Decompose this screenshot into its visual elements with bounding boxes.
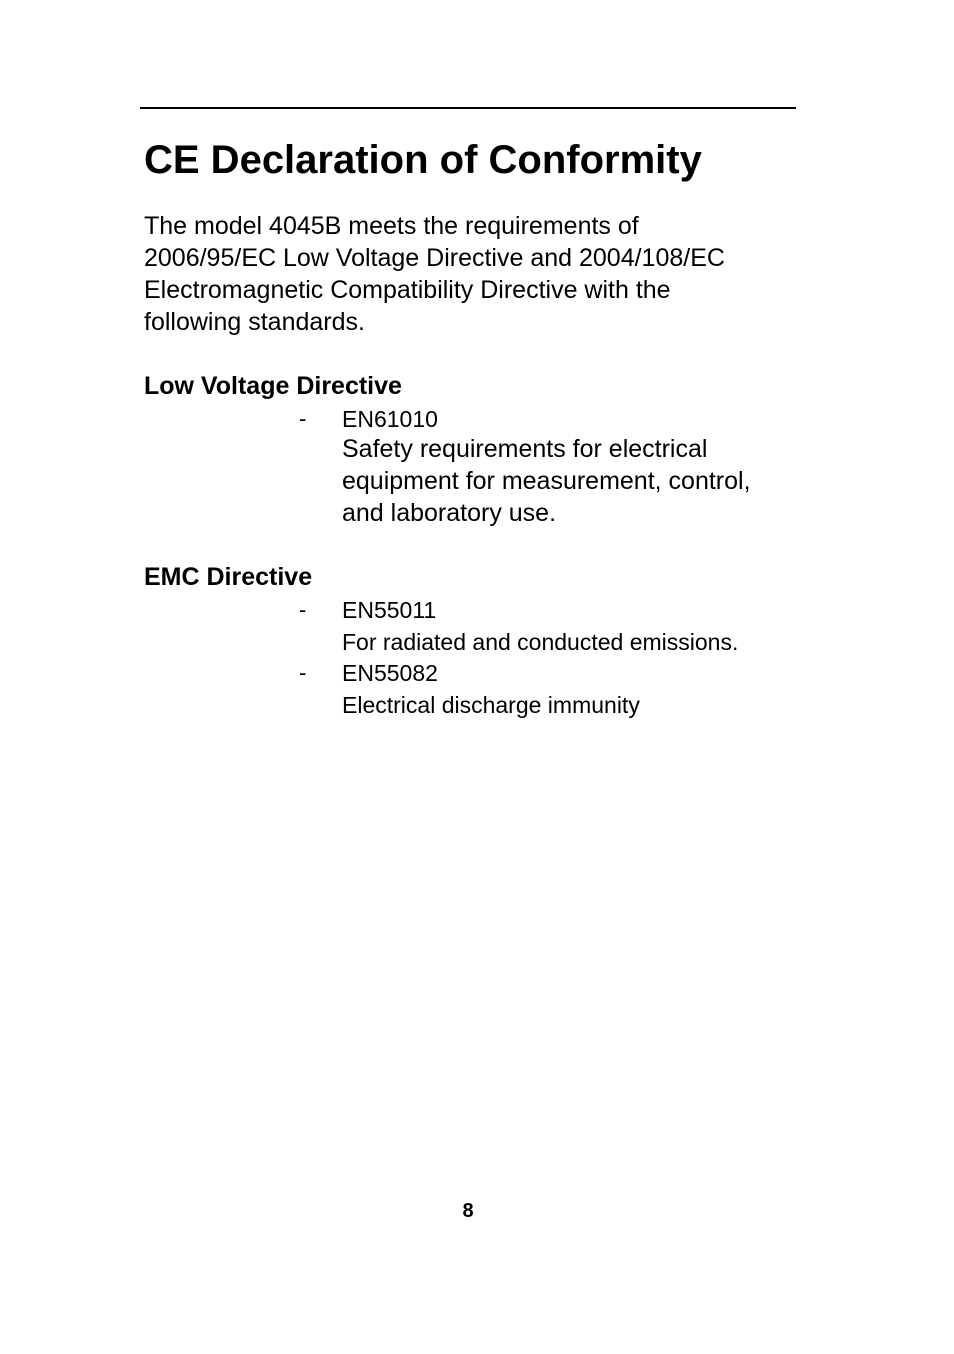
section-heading-low-voltage: Low Voltage Directive [144, 372, 402, 400]
list-bullet: - [299, 597, 307, 622]
description-line: For radiated and conducted emissions. [342, 629, 739, 655]
description-line: and laboratory use. [342, 499, 557, 527]
top-rule [140, 107, 796, 109]
intro-line: 2006/95/EC Low Voltage Directive and 2004/108/EC [144, 244, 725, 272]
standard-code-en61010: EN61010 [342, 406, 438, 432]
description-line: equipment for measurement, control, [342, 467, 751, 495]
standard-code-en55011: EN55011 [342, 597, 437, 623]
intro-line: following standards. [144, 308, 365, 336]
list-bullet: - [299, 660, 307, 685]
page-title: CE Declaration of Conformity [144, 138, 702, 182]
intro-line: Electromagnetic Compatibility Directive with the [144, 276, 671, 304]
intro-line: The model 4045B meets the requirements of [144, 212, 639, 240]
page-number: 8 [462, 1200, 474, 1222]
standard-description-en61010 [342, 433, 751, 529]
section-heading-emc: EMC Directive [144, 563, 313, 591]
standard-code-en55082: EN55082 [342, 660, 438, 686]
standard-description-en55082 [342, 689, 640, 721]
description-line: Electrical discharge immunity [342, 692, 640, 718]
intro-paragraph [144, 210, 804, 338]
standard-description-en55011 [342, 626, 738, 658]
description-line: Safety requirements for electrical [342, 435, 708, 463]
list-bullet: - [299, 406, 307, 431]
